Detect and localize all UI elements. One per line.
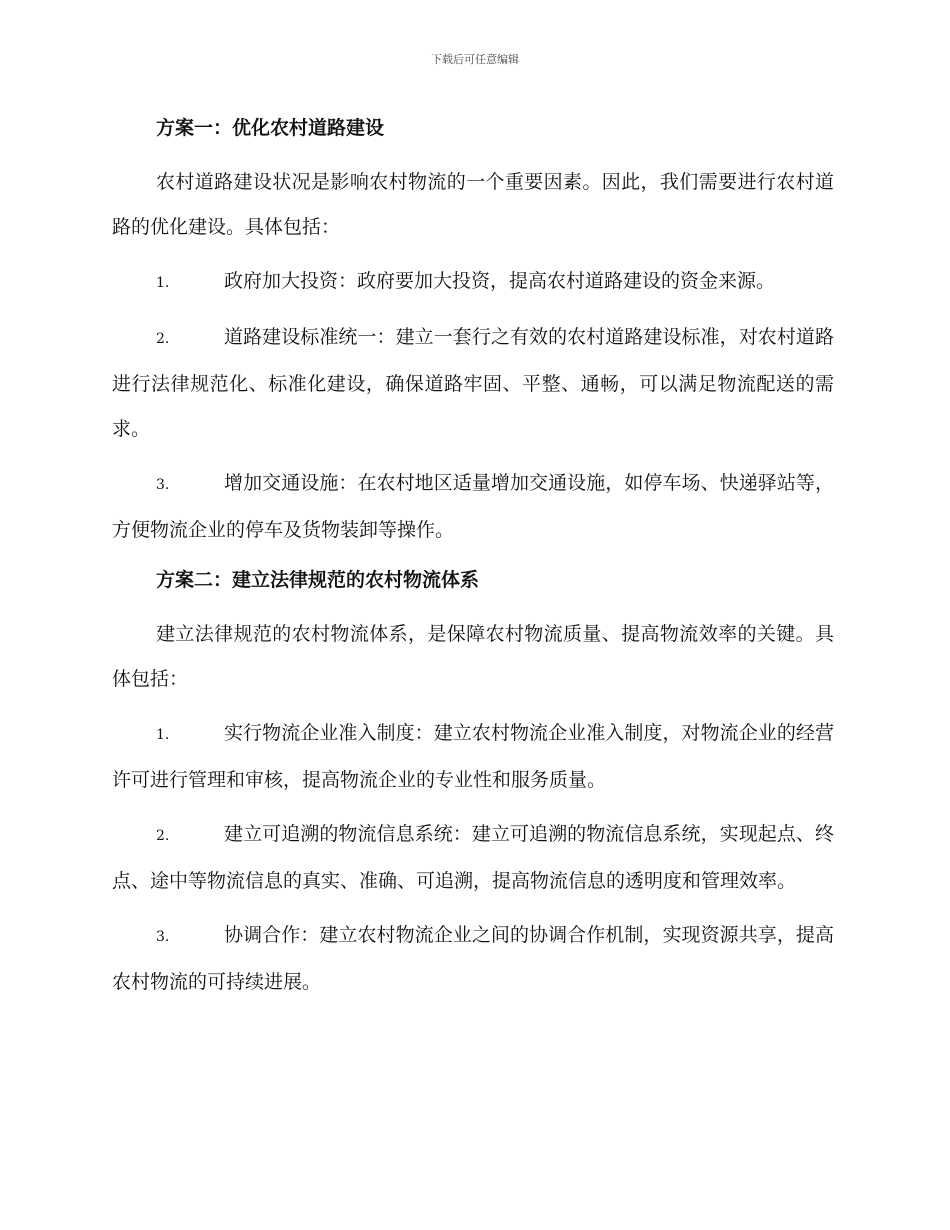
list-item-text: 道路建设标准统一：建立一套行之有效的农村道路建设标准，对农村道路进行法律规范化、标准化建设，确保道路牢固、平整、通畅，可以满足物流配送的需求。 <box>112 326 834 440</box>
list-item-number: 1. <box>156 727 170 743</box>
list-item-number: 2. <box>156 828 170 844</box>
list-item-text: 建立可追溯的物流信息系统：建立可追溯的物流信息系统，实现起点、终点、途中等物流信息的真实、准确、可追溯，提高物流信息的透明度和管理效率。 <box>112 823 834 892</box>
list-item-number: 3. <box>156 477 170 493</box>
list-item-text: 增加交通设施：在农村地区适量增加交通设施，如停车场、快递驿站等，方便物流企业的停车及货物装卸等操作。 <box>112 472 834 541</box>
section-heading: 方案二：建立法律规范的农村物流体系 <box>156 569 480 591</box>
page-header: 下载后可任意编辑 <box>431 53 519 66</box>
list-item <box>112 711 834 803</box>
list-item <box>112 461 834 553</box>
list-item-text: 实行物流企业准入制度：建立农村物流企业准入制度，对物流企业的经营许可进行管理和审核，提高物流企业的专业性和服务质量。 <box>112 722 834 791</box>
list-item <box>112 315 834 452</box>
list-item <box>112 812 834 904</box>
section-intro: 建立法律规范的农村物流体系，是保障农村物流质量、提高物流效率的关键。具体包括： <box>112 623 834 690</box>
list-item <box>112 913 834 1005</box>
section-plan-two <box>112 562 834 1005</box>
document-body <box>112 110 834 1014</box>
section-heading: 方案一：优化农村道路建设 <box>156 117 385 139</box>
section-intro: 农村道路建设状况是影响农村物流的一个重要因素。因此，我们需要进行农村道路的优化建设。具体包括： <box>112 171 834 238</box>
list-item-text: 协调合作：建立农村物流企业之间的协调合作机制，实现资源共享，提高农村物流的可持续进展。 <box>112 924 834 993</box>
list-item-number: 1. <box>156 275 170 291</box>
list-item-number: 2. <box>156 331 170 347</box>
section-plan-one <box>112 110 834 553</box>
list-item <box>112 259 834 306</box>
list-item-text: 政府加大投资：政府要加大投资，提高农村道路建设的资金来源。 <box>224 270 776 292</box>
list-item-number: 3. <box>156 929 170 945</box>
